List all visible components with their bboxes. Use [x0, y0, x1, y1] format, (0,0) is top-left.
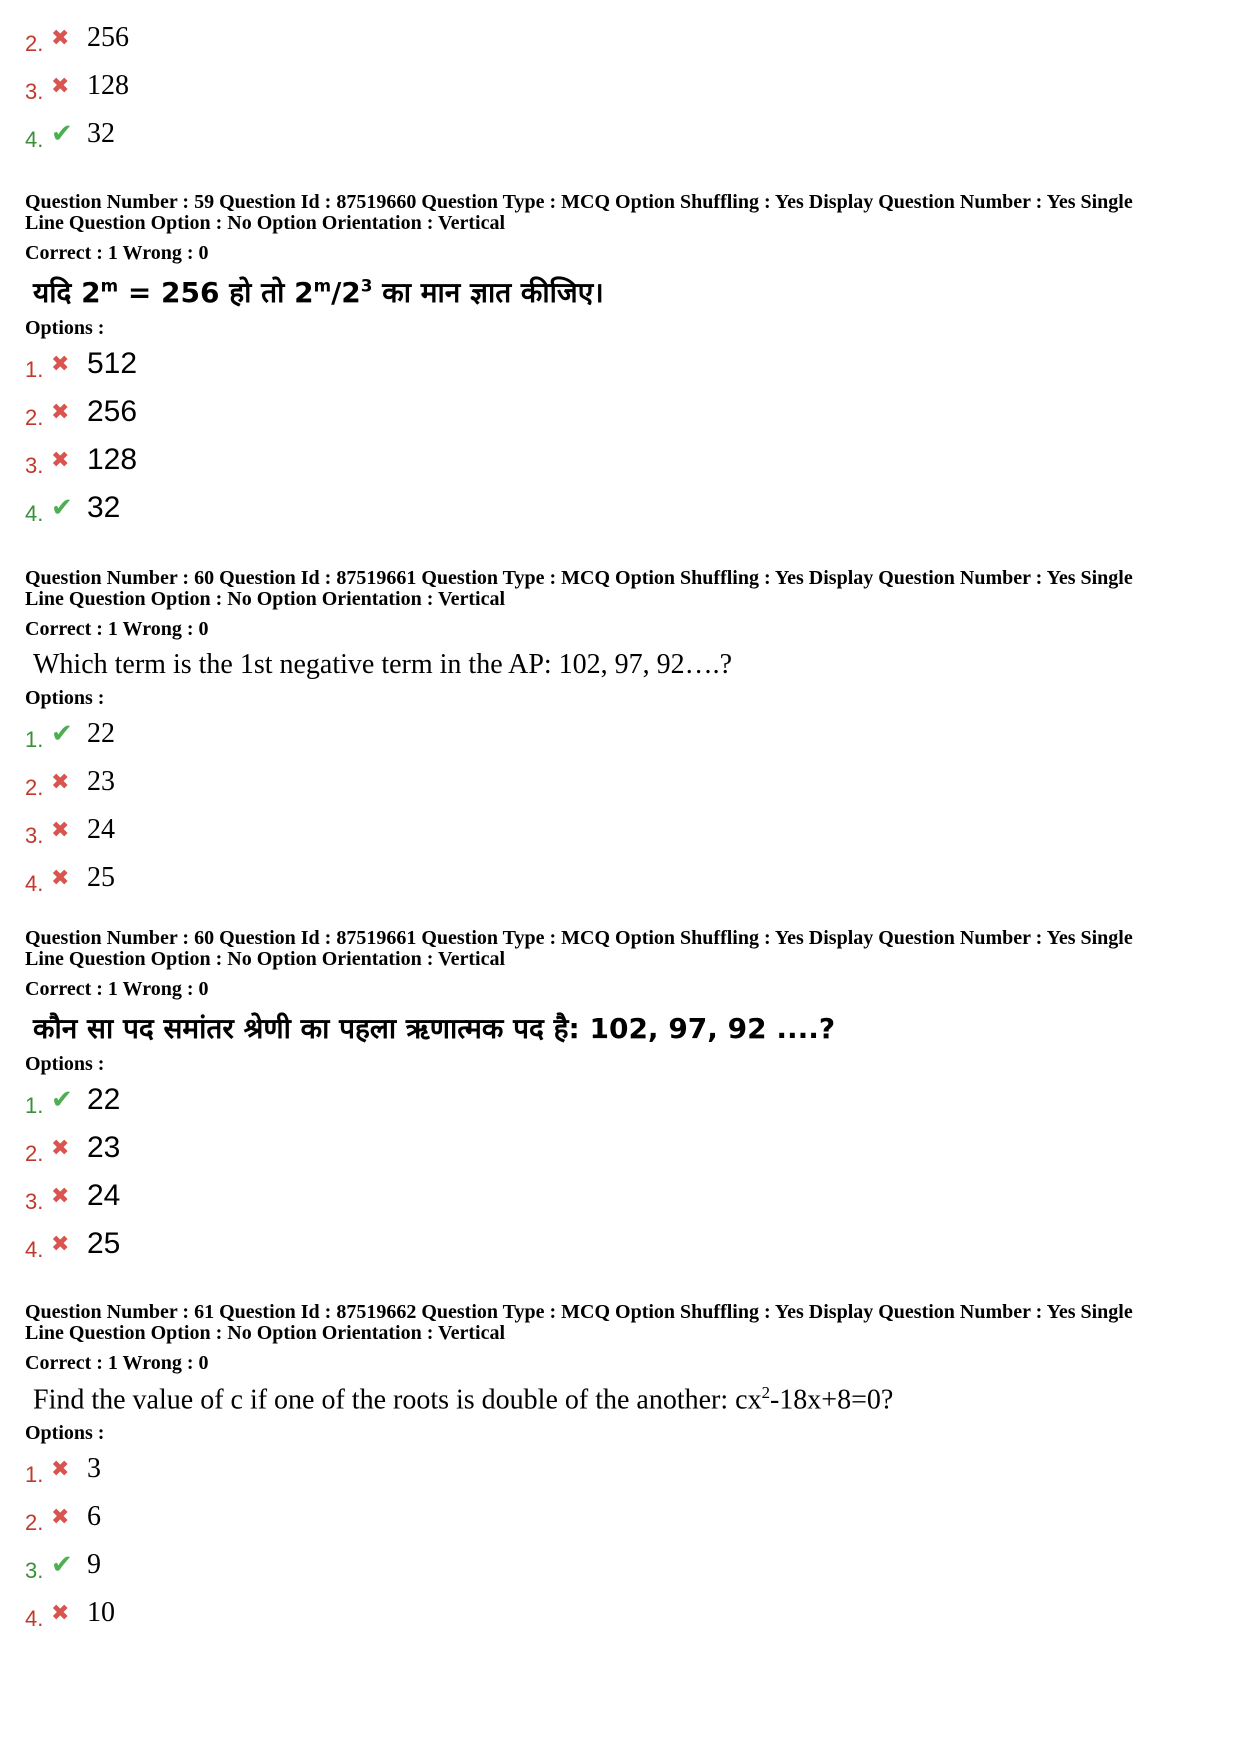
- question-block: [25, 928, 1220, 1268]
- option-value: 512: [87, 347, 138, 380]
- option-item: [25, 1172, 1220, 1220]
- cross-icon: ✖: [51, 769, 70, 794]
- option-item: [25, 388, 1220, 436]
- meta-line: Question Number : 61 Question Id : 87519662 Question Type : MCQ Option Shuffling : Yes Display Question Number : Yes Single: [25, 1301, 1133, 1323]
- option-item: [25, 710, 1220, 758]
- option-value: 10: [87, 1597, 115, 1629]
- option-item: [25, 1541, 1220, 1589]
- option-item: [25, 484, 1220, 532]
- cross-icon: ✖: [51, 351, 70, 376]
- option-item: [25, 340, 1220, 388]
- cross-icon: ✖: [51, 447, 70, 472]
- option-item: [25, 854, 1220, 902]
- option-number: 4.: [25, 1237, 44, 1262]
- option-number: 1.: [25, 1462, 44, 1488]
- option-item: [25, 1589, 1220, 1637]
- meta-line: Question Number : 60 Question Id : 87519661 Question Type : MCQ Option Shuffling : Yes Display Question Number : Yes Single: [25, 567, 1133, 589]
- options-label: Options :: [25, 687, 105, 709]
- option-value: 9: [87, 1549, 101, 1581]
- question-block: [25, 1302, 1220, 1637]
- option-number: 4.: [25, 1606, 44, 1632]
- option-item: [25, 1124, 1220, 1172]
- marking-scheme: Correct : 1 Wrong : 0: [25, 978, 209, 1000]
- meta-line: Line Question Option : No Option Orientation : Vertical: [25, 948, 506, 970]
- question-meta: [25, 568, 1220, 610]
- question-text: कौन सा पद समांतर श्रेणी का पहला ऋणात्मक पद है: 102, 97, 92 ....?: [33, 1012, 836, 1045]
- meta-line: Line Question Option : No Option Orientation : Vertical: [25, 1322, 506, 1344]
- question-text: Which term is the 1st negative term in the AP: 102, 97, 92….?: [33, 649, 733, 680]
- meta-line: Question Number : 60 Question Id : 87519661 Question Type : MCQ Option Shuffling : Yes Display Question Number : Yes Single: [25, 927, 1133, 949]
- options-list: [25, 340, 1220, 532]
- option-number: 3.: [25, 79, 44, 104]
- cross-icon: ✖: [51, 817, 70, 842]
- option-value: 22: [87, 718, 115, 749]
- option-number: 1.: [25, 727, 44, 752]
- check-icon: ✔: [51, 719, 73, 748]
- question-block: [25, 568, 1220, 902]
- meta-line: Question Number : 59 Question Id : 87519660 Question Type : MCQ Option Shuffling : Yes Display Question Number : Yes Single: [25, 191, 1133, 213]
- option-item: [25, 110, 1220, 158]
- option-number: 2.: [25, 1141, 44, 1166]
- option-number: 1.: [25, 357, 44, 382]
- options-label: Options :: [25, 317, 105, 339]
- check-icon: ✔: [51, 119, 73, 148]
- meta-line: Line Question Option : No Option Orientation : Vertical: [25, 212, 506, 234]
- option-number: 4.: [25, 127, 44, 152]
- cross-icon: ✖: [51, 25, 70, 50]
- question-meta: [25, 1302, 1220, 1344]
- cross-icon: ✖: [51, 1600, 70, 1626]
- option-value: 256: [87, 395, 138, 428]
- option-item: [25, 806, 1220, 854]
- option-value: 25: [87, 1227, 121, 1260]
- option-value: 32: [87, 118, 115, 149]
- marking-scheme: Correct : 1 Wrong : 0: [25, 1352, 209, 1374]
- option-value: 23: [87, 766, 115, 797]
- cross-icon: ✖: [51, 1504, 70, 1530]
- option-item: [25, 1493, 1220, 1541]
- option-number: 3.: [25, 823, 44, 848]
- cross-icon: ✖: [51, 1135, 70, 1160]
- option-value: 6: [87, 1501, 101, 1533]
- option-number: 2.: [25, 1510, 44, 1536]
- option-number: 4.: [25, 501, 44, 526]
- option-item: [25, 1445, 1220, 1493]
- options-list: [25, 1445, 1220, 1637]
- option-item: [25, 758, 1220, 806]
- cross-icon: ✖: [51, 73, 70, 98]
- question-text: Find the value of c if one of the roots is double of the another: $cx^2-18x+8=0$?: [33, 1383, 894, 1416]
- check-icon: ✔: [51, 1550, 73, 1580]
- option-value: 23: [87, 1131, 121, 1164]
- check-icon: ✔: [51, 1085, 73, 1114]
- option-number: 3.: [25, 1189, 44, 1214]
- options-label: Options :: [25, 1053, 105, 1075]
- option-number: 2.: [25, 31, 44, 56]
- question-paper: [25, 0, 1220, 1637]
- check-icon: ✔: [51, 493, 73, 522]
- option-value: 128: [87, 70, 129, 101]
- cross-icon: ✖: [51, 399, 70, 424]
- cross-icon: ✖: [51, 1231, 70, 1256]
- option-item: [25, 1076, 1220, 1124]
- option-value: 24: [87, 1179, 121, 1212]
- option-item: [25, 14, 1220, 62]
- cross-icon: ✖: [51, 1456, 70, 1482]
- option-value: 32: [87, 491, 121, 524]
- marking-scheme: Correct : 1 Wrong : 0: [25, 618, 209, 640]
- option-value: 3: [87, 1453, 101, 1485]
- option-number: 4.: [25, 871, 44, 896]
- question-text: यदि $2^m = 256$ हो तो $2^m/2^3$ का मान ज्ञात कीजिए।: [33, 275, 604, 309]
- option-item: [25, 62, 1220, 110]
- option-number: 2.: [25, 405, 44, 430]
- options-list: [25, 710, 1220, 902]
- marking-scheme: Correct : 1 Wrong : 0: [25, 242, 209, 264]
- meta-line: Line Question Option : No Option Orientation : Vertical: [25, 588, 506, 610]
- options-list: [25, 14, 1220, 158]
- option-value: 24: [87, 814, 115, 845]
- option-number: 1.: [25, 1093, 44, 1118]
- option-number: 2.: [25, 775, 44, 800]
- cross-icon: ✖: [51, 865, 70, 890]
- options-label: Options :: [25, 1422, 105, 1445]
- option-item: [25, 1220, 1220, 1268]
- option-value: 256: [87, 22, 129, 53]
- option-value: 128: [87, 443, 138, 476]
- option-item: [25, 436, 1220, 484]
- option-value: 25: [87, 862, 115, 893]
- question-block: [25, 192, 1220, 532]
- options-list: [25, 1076, 1220, 1268]
- option-number: 3.: [25, 453, 44, 478]
- question-meta: [25, 928, 1220, 970]
- option-number: 3.: [25, 1558, 44, 1584]
- question-meta: [25, 192, 1220, 234]
- cross-icon: ✖: [51, 1183, 70, 1208]
- option-value: 22: [87, 1083, 121, 1116]
